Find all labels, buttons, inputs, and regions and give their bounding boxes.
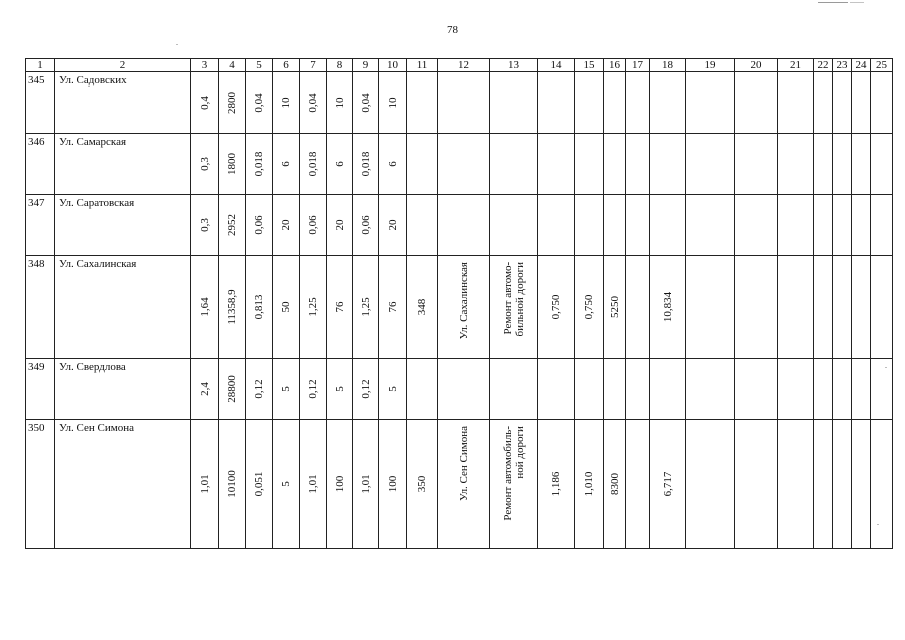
column-header-12: 12 (438, 59, 490, 72)
cell-c4 (219, 134, 246, 195)
cell-c21 (778, 72, 814, 134)
cell-c7 (300, 256, 327, 359)
cell-c13 (490, 420, 538, 549)
column-header-5: 5 (246, 59, 273, 72)
table-row (26, 195, 893, 256)
cell-c19 (686, 72, 735, 134)
cell-value: 50 (280, 301, 292, 313)
cell-c25 (871, 195, 893, 256)
cell-c12 (438, 359, 490, 420)
street-name: Ул. Свердлова (55, 359, 191, 420)
cell-c16 (604, 256, 626, 359)
column-header-7: 7 (300, 59, 327, 72)
column-header-16: 16 (604, 59, 626, 72)
cell-c7 (300, 359, 327, 420)
column-header-19: 19 (686, 59, 735, 72)
cell-value: 1,186 (550, 471, 562, 497)
cell-c4 (219, 195, 246, 256)
column-header-11: 11 (407, 59, 438, 72)
cell-value: 0,4 (198, 95, 211, 110)
cell-c23 (833, 195, 852, 256)
cell-c19 (686, 195, 735, 256)
cell-value: 100 (386, 475, 399, 493)
street-name: Ул. Садовских (55, 72, 191, 134)
cell-c10 (379, 195, 407, 256)
cell-c13 (490, 134, 538, 195)
cell-value: 20 (333, 219, 346, 231)
cell-c8 (327, 195, 353, 256)
street-name: Ул. Саратовская (55, 195, 191, 256)
column-header-14: 14 (538, 59, 575, 72)
cell-c11 (407, 256, 438, 359)
column-header-20: 20 (735, 59, 778, 72)
cell-c18 (650, 134, 686, 195)
cell-c9 (353, 72, 379, 134)
cell-c15 (575, 134, 604, 195)
cell-c17 (626, 72, 650, 134)
cell-c14 (538, 195, 575, 256)
cell-value: 0,04 (253, 92, 265, 113)
cell-c12 (438, 134, 490, 195)
cell-c13 (490, 359, 538, 420)
cell-c15 (575, 72, 604, 134)
cell-c3 (191, 420, 219, 549)
cell-value: 5 (333, 386, 346, 392)
cell-c14 (538, 256, 575, 359)
cell-c25 (871, 359, 893, 420)
cell-c17 (626, 195, 650, 256)
cell-value: 1,64 (198, 297, 211, 317)
cell-c9 (353, 420, 379, 549)
cell-value: 5250 (608, 296, 621, 318)
cell-c23 (833, 359, 852, 420)
page-number: 78 (447, 24, 458, 36)
cell-c22 (814, 256, 833, 359)
cell-c4 (219, 359, 246, 420)
row-number: 349 (26, 359, 55, 420)
cell-c15 (575, 256, 604, 359)
cell-value: 6,717 (661, 471, 674, 497)
cell-value: 6 (280, 161, 292, 167)
cell-c5 (246, 195, 273, 256)
cell-c12 (438, 195, 490, 256)
cell-c10 (379, 420, 407, 549)
cell-c12 (438, 420, 490, 549)
cell-c24 (852, 359, 871, 420)
cell-value: 1,010 (583, 471, 595, 497)
cell-c3 (191, 359, 219, 420)
cell-value: 0,813 (253, 294, 265, 320)
cell-c11 (407, 134, 438, 195)
cell-value: 0,12 (307, 379, 319, 399)
cell-value: 1800 (226, 153, 238, 175)
cell-c11 (407, 420, 438, 549)
cell-value: 0,051 (253, 471, 265, 497)
cell-c18 (650, 72, 686, 134)
cell-c3 (191, 134, 219, 195)
cell-value: 5 (386, 386, 399, 392)
cell-c23 (833, 72, 852, 134)
cell-c3 (191, 195, 219, 256)
column-header-9: 9 (353, 59, 379, 72)
cell-c5 (246, 256, 273, 359)
cell-c22 (814, 420, 833, 549)
column-header-17: 17 (626, 59, 650, 72)
table-row (26, 256, 893, 359)
cell-c24 (852, 420, 871, 549)
cell-c12 (438, 72, 490, 134)
table-row (26, 359, 893, 420)
column-header-4: 4 (219, 59, 246, 72)
cell-c8 (327, 72, 353, 134)
cell-c20 (735, 420, 778, 549)
column-header-10: 10 (379, 59, 407, 72)
cell-c11 (407, 359, 438, 420)
scan-mark (818, 2, 848, 3)
cell-c7 (300, 420, 327, 549)
column-header-3: 3 (191, 59, 219, 72)
cell-value: 0,06 (253, 215, 265, 235)
cell-value: 0,750 (583, 294, 595, 320)
cell-c6 (273, 359, 300, 420)
row-number: 345 (26, 72, 55, 134)
cell-value: 11358,9 (226, 289, 238, 325)
cell-value: 348 (416, 298, 428, 316)
table-row (26, 134, 893, 195)
cell-c14 (538, 72, 575, 134)
cell-c24 (852, 134, 871, 195)
cell-c20 (735, 134, 778, 195)
cell-value: 100 (333, 475, 346, 493)
column-header-13: 13 (490, 59, 538, 72)
cell-c5 (246, 72, 273, 134)
cell-c22 (814, 195, 833, 256)
cell-c19 (686, 359, 735, 420)
cell-c6 (273, 195, 300, 256)
cell-c15 (575, 359, 604, 420)
cell-c9 (353, 195, 379, 256)
cell-c5 (246, 359, 273, 420)
cell-c4 (219, 420, 246, 549)
cell-c16 (604, 72, 626, 134)
cell-c24 (852, 72, 871, 134)
cell-value: 5 (280, 481, 292, 487)
cell-value: 76 (386, 301, 399, 313)
cell-c16 (604, 195, 626, 256)
cell-value: 28800 (226, 375, 238, 403)
cell-c8 (327, 256, 353, 359)
data-table (25, 58, 893, 549)
cell-c15 (575, 420, 604, 549)
header-row (26, 59, 893, 72)
cell-c11 (407, 72, 438, 134)
cell-c6 (273, 420, 300, 549)
row-number: 347 (26, 195, 55, 256)
cell-c17 (626, 256, 650, 359)
cell-value: 0,3 (198, 157, 211, 171)
cell-c13 (490, 195, 538, 256)
cell-value: 10 (333, 97, 346, 108)
cell-c14 (538, 359, 575, 420)
cell-value: 0,018 (359, 151, 372, 177)
column-header-25: 25 (871, 59, 893, 72)
cell-c25 (871, 72, 893, 134)
cell-value: 0,06 (307, 215, 319, 235)
table-row (26, 420, 893, 549)
column-header-23: 23 (833, 59, 852, 72)
cell-c11 (407, 195, 438, 256)
cell-c23 (833, 420, 852, 549)
column-header-18: 18 (650, 59, 686, 72)
cell-value: 20 (280, 219, 292, 231)
column-header-15: 15 (575, 59, 604, 72)
column-header-8: 8 (327, 59, 353, 72)
column-header-21: 21 (778, 59, 814, 72)
cell-c23 (833, 256, 852, 359)
cell-c10 (379, 72, 407, 134)
cell-c14 (538, 420, 575, 549)
cell-c21 (778, 420, 814, 549)
cell-c14 (538, 134, 575, 195)
cell-c4 (219, 72, 246, 134)
cell-c5 (246, 134, 273, 195)
row-number: 346 (26, 134, 55, 195)
cell-c7 (300, 195, 327, 256)
cell-c18 (650, 256, 686, 359)
cell-c6 (273, 134, 300, 195)
cell-value: 350 (416, 475, 428, 493)
cell-value: 0,12 (253, 379, 265, 399)
cell-value: 20 (386, 219, 399, 231)
cell-c20 (735, 72, 778, 134)
column-header-1: 1 (26, 59, 55, 72)
cell-value: 1,25 (359, 297, 372, 317)
cell-c15 (575, 195, 604, 256)
cell-value: 10,834 (661, 291, 674, 323)
column-header-22: 22 (814, 59, 833, 72)
row-number: 348 (26, 256, 55, 359)
cell-c24 (852, 256, 871, 359)
cell-c8 (327, 134, 353, 195)
cell-c18 (650, 359, 686, 420)
cell-c23 (833, 134, 852, 195)
cell-value: 10100 (226, 470, 238, 498)
cell-c16 (604, 420, 626, 549)
cell-c25 (871, 256, 893, 359)
scan-speck (176, 44, 178, 45)
cell-value: Ул. Сен Симона (457, 426, 470, 501)
cell-value: 0,12 (359, 379, 372, 399)
cell-value: 0,018 (253, 151, 265, 177)
cell-value: 8300 (608, 473, 621, 495)
cell-value: 0,04 (307, 92, 319, 113)
cell-c3 (191, 72, 219, 134)
cell-value: 2,4 (198, 382, 211, 396)
cell-c24 (852, 195, 871, 256)
cell-c21 (778, 195, 814, 256)
cell-c25 (871, 420, 893, 549)
cell-value: 2800 (226, 91, 238, 114)
street-name: Ул. Самарская (55, 134, 191, 195)
cell-value: 1,25 (307, 297, 319, 317)
cell-c10 (379, 359, 407, 420)
cell-value: 0,018 (307, 151, 319, 177)
cell-value: 6 (333, 161, 346, 167)
street-name: Ул. Сен Симона (55, 420, 191, 549)
cell-c17 (626, 420, 650, 549)
cell-value: 76 (333, 301, 346, 313)
cell-c18 (650, 195, 686, 256)
cell-c12 (438, 256, 490, 359)
cell-value: 0,750 (550, 294, 562, 320)
cell-value: 0,04 (359, 92, 372, 113)
cell-c6 (273, 256, 300, 359)
cell-c10 (379, 256, 407, 359)
cell-c17 (626, 134, 650, 195)
cell-c21 (778, 256, 814, 359)
cell-c9 (353, 359, 379, 420)
cell-value: Ул. Сахалинская (457, 262, 470, 340)
cell-c13 (490, 256, 538, 359)
cell-value: 1,01 (198, 474, 211, 494)
table-row (26, 72, 893, 134)
cell-c25 (871, 134, 893, 195)
column-header-24: 24 (852, 59, 871, 72)
cell-value: 10 (280, 97, 292, 108)
cell-c5 (246, 420, 273, 549)
cell-c3 (191, 256, 219, 359)
cell-c10 (379, 134, 407, 195)
cell-c22 (814, 134, 833, 195)
column-header-6: 6 (273, 59, 300, 72)
cell-c21 (778, 134, 814, 195)
cell-c9 (353, 134, 379, 195)
cell-c19 (686, 134, 735, 195)
cell-value: Ремонт автомобиль- ной дороги (501, 426, 526, 521)
cell-c7 (300, 134, 327, 195)
street-name: Ул. Сахалинская (55, 256, 191, 359)
cell-value: 1,01 (307, 474, 319, 494)
cell-c22 (814, 72, 833, 134)
cell-c17 (626, 359, 650, 420)
cell-c21 (778, 359, 814, 420)
cell-c19 (686, 420, 735, 549)
cell-value: 5 (280, 386, 292, 392)
cell-value: 0,06 (359, 215, 372, 235)
cell-value: 0,3 (198, 218, 211, 232)
column-header-2: 2 (55, 59, 191, 72)
cell-c4 (219, 256, 246, 359)
cell-c8 (327, 359, 353, 420)
cell-c20 (735, 359, 778, 420)
cell-c9 (353, 256, 379, 359)
cell-c22 (814, 359, 833, 420)
cell-c8 (327, 420, 353, 549)
cell-c13 (490, 72, 538, 134)
cell-value: 1,01 (359, 474, 372, 494)
cell-c20 (735, 195, 778, 256)
cell-c20 (735, 256, 778, 359)
cell-c18 (650, 420, 686, 549)
cell-c7 (300, 72, 327, 134)
cell-value: 2952 (226, 214, 238, 236)
cell-c16 (604, 134, 626, 195)
cell-c19 (686, 256, 735, 359)
cell-c6 (273, 72, 300, 134)
cell-value: 10 (386, 97, 399, 108)
scan-mark (850, 2, 864, 3)
cell-value: 6 (386, 161, 399, 167)
cell-c16 (604, 359, 626, 420)
row-number: 350 (26, 420, 55, 549)
cell-value: Ремонт автомо- бильной дороги (501, 262, 526, 337)
